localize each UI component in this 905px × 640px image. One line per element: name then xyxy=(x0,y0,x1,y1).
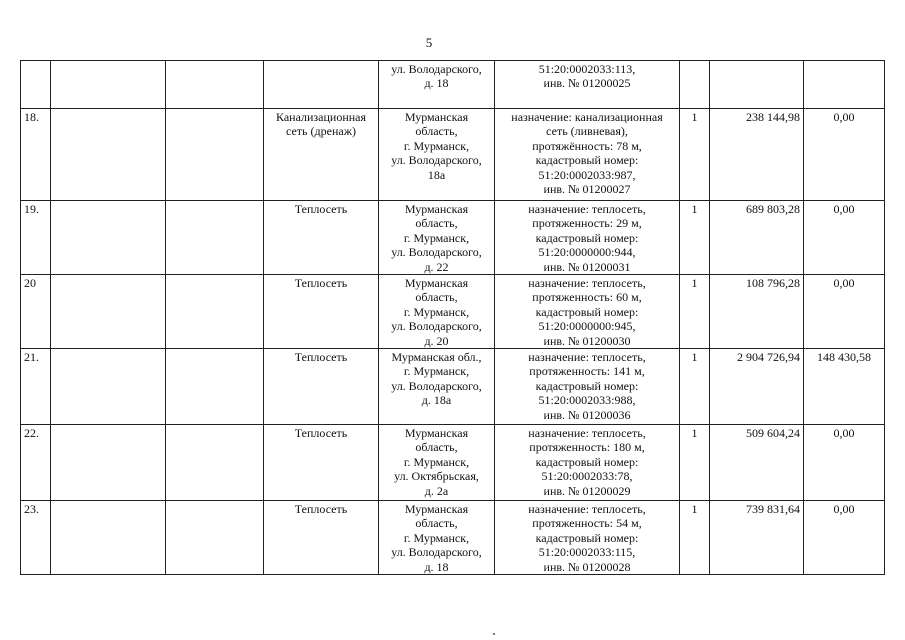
description-line: инв. № 01200031 xyxy=(543,259,631,274)
address-line: д. 18 xyxy=(424,76,449,91)
description-cell xyxy=(495,201,680,275)
object-name-line: Теплосеть xyxy=(294,276,348,291)
property-registry-table xyxy=(20,60,885,575)
address-cell xyxy=(379,501,495,575)
table-row xyxy=(21,109,885,201)
address-line: д. 18 xyxy=(424,559,449,574)
empty-cell xyxy=(51,275,166,349)
empty-cell xyxy=(166,201,264,275)
description-line: инв. № 01200028 xyxy=(543,559,631,574)
description-line: инв. № 01200025 xyxy=(543,76,631,91)
description-line: 51:20:0000000:944, xyxy=(538,245,636,260)
residual-value-cell: 148 430,58 xyxy=(804,349,885,425)
address-line: д. 2а xyxy=(424,483,449,498)
residual-value-cell: 0,00 xyxy=(804,425,885,501)
object-name-line: Теплосеть xyxy=(294,350,348,365)
description-line: назначение: теплосеть, xyxy=(528,202,646,216)
address-cell xyxy=(379,425,495,501)
description-line: сеть (ливневая), xyxy=(546,124,628,139)
address-line: Мурманская xyxy=(404,426,469,441)
empty-cell xyxy=(166,275,264,349)
description-line: назначение: теплосеть, xyxy=(528,350,646,365)
residual-value-cell xyxy=(804,61,885,109)
object-name-cell xyxy=(264,349,379,425)
description-line: протяженность: 60 м, xyxy=(532,290,642,305)
address-line: область, xyxy=(415,290,458,305)
description-line: кадастровый номер: xyxy=(535,230,639,245)
description-line: кадастровый номер: xyxy=(535,378,639,393)
quantity-cell xyxy=(680,61,710,109)
description-line: инв. № 01200036 xyxy=(543,407,631,422)
description-line: протяжённость: 78 м, xyxy=(532,138,642,153)
object-name-cell xyxy=(264,275,379,349)
empty-cell xyxy=(51,201,166,275)
description-line: инв. № 01200030 xyxy=(543,333,631,348)
table-row xyxy=(21,201,885,275)
table-row xyxy=(21,425,885,501)
row-number-cell: 21. xyxy=(21,349,51,425)
description-line: 51:20:0000000:945, xyxy=(538,319,636,334)
book-value-cell: 2 904 726,94 xyxy=(710,349,804,425)
address-line: область, xyxy=(415,124,458,139)
residual-value-cell: 0,00 xyxy=(804,201,885,275)
object-name-line: сеть (дренаж) xyxy=(286,124,356,139)
address-line: д. 20 xyxy=(424,333,449,348)
row-number-cell: 18. xyxy=(21,109,51,201)
address-cell xyxy=(379,61,495,109)
empty-cell xyxy=(51,109,166,201)
object-name-cell xyxy=(264,109,379,201)
quantity-cell: 1 xyxy=(680,349,710,425)
address-line: Мурманская обл., xyxy=(391,350,482,365)
residual-value-cell: 0,00 xyxy=(804,275,885,349)
description-line: инв. № 01200029 xyxy=(543,483,631,498)
description-cell xyxy=(495,349,680,425)
table-row xyxy=(21,61,885,109)
description-line: 51:20:0002033:988, xyxy=(538,393,636,408)
empty-cell xyxy=(166,349,264,425)
description-line: протяженность: 141 м, xyxy=(529,364,645,379)
table-row xyxy=(21,501,885,575)
object-name-line: Теплосеть xyxy=(294,202,348,216)
description-cell xyxy=(495,425,680,501)
object-name-cell xyxy=(264,501,379,575)
description-cell xyxy=(495,275,680,349)
table-row xyxy=(21,349,885,425)
book-value-cell: 739 831,64 xyxy=(710,501,804,575)
object-name-cell xyxy=(264,201,379,275)
address-line: г. Мурманск, xyxy=(403,304,470,319)
address-line: область, xyxy=(415,216,458,231)
description-line: протяженность: 180 м, xyxy=(529,440,645,455)
empty-cell xyxy=(166,109,264,201)
description-cell xyxy=(495,61,680,109)
address-line: ул. Володарского, xyxy=(391,319,482,334)
description-line: 51:20:0002033:115, xyxy=(538,545,636,560)
row-number-cell xyxy=(21,61,51,109)
address-line: область, xyxy=(415,440,458,455)
row-number-cell: 22. xyxy=(21,425,51,501)
description-line: кадастровый номер: xyxy=(535,304,639,319)
quantity-cell: 1 xyxy=(680,275,710,349)
book-value-cell: 238 144,98 xyxy=(710,109,804,201)
description-line: протяженность: 54 м, xyxy=(532,516,642,531)
row-number-cell: 23. xyxy=(21,501,51,575)
table-row xyxy=(21,275,885,349)
book-value-cell: 509 604,24 xyxy=(710,425,804,501)
address-line: г. Мурманск, xyxy=(403,530,470,545)
address-cell xyxy=(379,349,495,425)
description-cell xyxy=(495,109,680,201)
quantity-cell: 1 xyxy=(680,425,710,501)
address-line: д. 18а xyxy=(421,393,452,408)
address-cell xyxy=(379,109,495,201)
table-body xyxy=(21,61,885,575)
description-line: инв. № 01200027 xyxy=(543,182,631,197)
object-name-cell xyxy=(264,425,379,501)
residual-value-cell: 0,00 xyxy=(804,501,885,575)
row-number-cell: 20 xyxy=(21,275,51,349)
object-name-line: Теплосеть xyxy=(294,426,348,441)
address-line: Мурманская xyxy=(404,276,469,291)
address-line: г. Мурманск, xyxy=(403,230,470,245)
description-line: назначение: канализационная xyxy=(511,110,663,124)
empty-cell xyxy=(166,501,264,575)
address-cell xyxy=(379,275,495,349)
address-line: ул. Володарского, xyxy=(391,245,482,260)
quantity-cell: 1 xyxy=(680,501,710,575)
empty-cell xyxy=(51,425,166,501)
address-line: д. 22 xyxy=(424,259,449,274)
quantity-cell: 1 xyxy=(680,109,710,201)
description-line: назначение: теплосеть, xyxy=(528,502,646,517)
address-line: г. Мурманск, xyxy=(403,364,470,379)
empty-cell xyxy=(51,501,166,575)
address-line: г. Мурманск, xyxy=(403,454,470,469)
address-line: Мурманская xyxy=(404,110,469,124)
description-line: протяженность: 29 м, xyxy=(532,216,642,231)
description-cell xyxy=(495,501,680,575)
address-line: ул. Володарского, xyxy=(391,378,482,393)
address-line: ул. Октябрьская, xyxy=(394,469,479,484)
page-number: 5 xyxy=(425,35,433,50)
address-line: ул. Володарского, xyxy=(391,62,482,76)
empty-cell xyxy=(51,349,166,425)
book-value-cell xyxy=(710,61,804,109)
object-name-cell xyxy=(264,61,379,109)
address-line: Мурманская xyxy=(404,502,469,517)
address-line: 18а xyxy=(427,167,446,182)
address-line: область, xyxy=(415,516,458,531)
address-line: г. Мурманск, xyxy=(403,138,470,153)
description-line: 51:20:0002033:78, xyxy=(541,469,633,484)
description-line: кадастровый номер: xyxy=(535,454,639,469)
row-number-cell: 19. xyxy=(21,201,51,275)
address-line: Мурманская xyxy=(404,202,469,216)
address-line: ул. Володарского, xyxy=(391,545,482,560)
scan-mark xyxy=(493,633,495,635)
description-line: 51:20:0002033:113, xyxy=(538,62,636,76)
description-line: назначение: теплосеть, xyxy=(528,276,646,291)
address-line: ул. Володарского, xyxy=(391,153,482,168)
empty-cell xyxy=(51,61,166,109)
empty-cell xyxy=(166,61,264,109)
object-name-line: Теплосеть xyxy=(294,502,348,517)
address-cell xyxy=(379,201,495,275)
description-line: назначение: теплосеть, xyxy=(528,426,646,441)
book-value-cell: 108 796,28 xyxy=(710,275,804,349)
residual-value-cell: 0,00 xyxy=(804,109,885,201)
description-line: кадастровый номер: xyxy=(535,153,639,168)
description-line: кадастровый номер: xyxy=(535,530,639,545)
empty-cell xyxy=(166,425,264,501)
object-name-line: Канализационная xyxy=(275,110,367,124)
description-line: 51:20:0002033:987, xyxy=(538,167,636,182)
book-value-cell: 689 803,28 xyxy=(710,201,804,275)
quantity-cell: 1 xyxy=(680,201,710,275)
